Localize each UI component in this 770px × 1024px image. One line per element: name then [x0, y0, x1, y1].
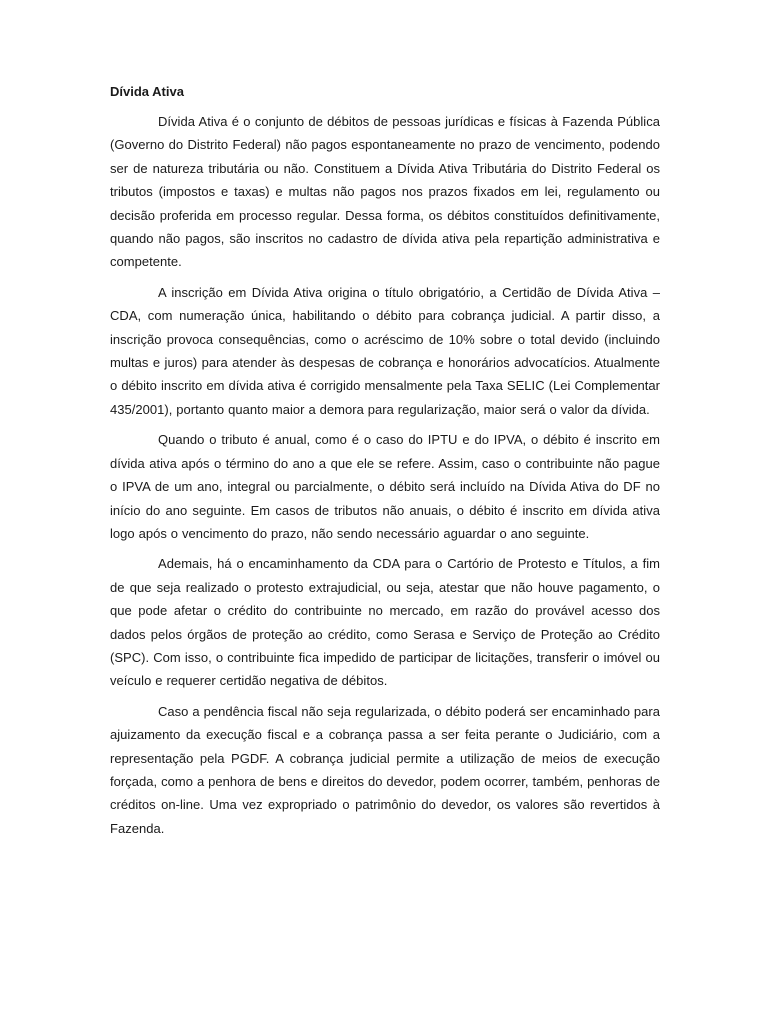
paragraph-definition: Dívida Ativa é o conjunto de débitos de pessoas jurídicas e físicas à Fazenda Pública (Governo do Distrito Federal) não pagos espontaneamente no prazo de vencimento, podendo ser de natureza tributária ou não. Constituem a Dívida Ativa Tributária do Distrito Federal os tributos (impostos e taxas) e multas não pagos nos prazos fixados em lei, regulamento ou decisão proferida em processo regular. Dessa forma, os débitos constituídos definitivamente, quando não pagos, são inscritos no cadastro de dívida ativa pela repartição administrativa e competente. [110, 114, 660, 270]
paragraph-annual-tax: Quando o tributo é anual, como é o caso do IPTU e do IPVA, o débito é inscrito em dívida ativa após o término do ano a que ele se refere. Assim, caso o contribuinte não pague o IPVA de um ano, integral ou parcialmente, o débito será incluído na Dívida Ativa do DF no início do ano seguinte. Em casos de tributos não anuais, o débito é inscrito em dívida ativa logo após o vencimento do prazo, não sendo necessário aguardar o ano seguinte. [110, 432, 660, 541]
document-title: Dívida Ativa [110, 84, 184, 99]
paragraph-judicial-collection: Caso a pendência fiscal não seja regularizada, o débito poderá ser encaminhado para ajuizamento da execução fiscal e a cobrança passa a ser feita perante o Judiciário, com a representação pela PGDF. A cobrança judicial permite a utilização de meios de execução forçada, como a penhora de bens e direitos do devedor, podem ocorrer, também, penhoras de créditos on-line. Uma vez expropriado o patrimônio do devedor, os valores são revertidos à Fazenda. [110, 703, 660, 836]
paragraph-protest: Ademais, há o encaminhamento da CDA para o Cartório de Protesto e Títulos, a fim de que seja realizado o protesto extrajudicial, ou seja, atestar que não houve pagamento, o que pode afetar o crédito do contribuinte no mercado, em razão do provável acesso dos dados pelos órgãos de proteção ao crédito, como Serasa e Serviço de Proteção ao Crédito (SPC). Com isso, o contribuinte fica impedido de participar de licitações, transferir o imóvel ou veículo e requerer certidão negativa de débitos. [110, 556, 660, 689]
paragraph-inscription: A inscrição em Dívida Ativa origina o título obrigatório, a Certidão de Dívida Ativa – CDA, com numeração única, habilitando o débito para cobrança judicial. A partir disso, a inscrição provoca consequências, como o acréscimo de 10% sobre o total devido (incluindo multas e juros) para atender às despesas de cobrança e honorários advocatícios. Atualmente o débito inscrito em dívida ativa é corrigido mensalmente pela Taxa SELIC (Lei Complementar 435/2001), portanto quanto maior a demora para regularização, maior será o valor da dívida. [110, 284, 660, 417]
